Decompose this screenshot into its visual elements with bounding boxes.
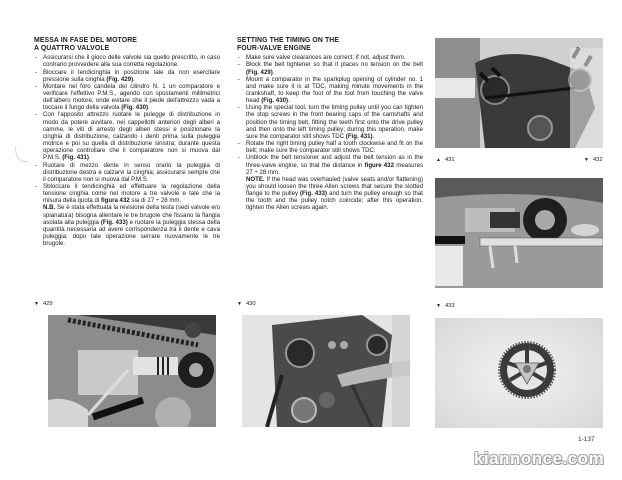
english-step-6: - Unblock the belt tensioner and adjust the belt tension as in the three-valve engine, so that the distance in figure 432 measures 27 ÷ 28 mm. NOTE. If the head was overhauled (valve seats and/or flattening) you should loosen the three Allen screws that secure the slotted flange to the pulley (Fig. 433) and turn the pulley enough so that the tooth and the pulley notch coincide; after this operation, tighten the Allen screws again. bbox=[237, 154, 423, 211]
figure-432-photo bbox=[435, 178, 603, 288]
italian-step-1: - Assicurarsi che il gioco delle valvole sia quello prescritto, in caso contrario provvedere alla sua corretta regolazione. bbox=[34, 54, 220, 68]
italian-column bbox=[34, 37, 220, 247]
italian-heading bbox=[34, 37, 220, 52]
figure-ref: (Fig. 429) bbox=[246, 68, 273, 76]
figure-ref: figure 432 bbox=[364, 161, 394, 169]
figure-432-caption: ▼ 432 bbox=[584, 157, 603, 164]
page-number: 1-137 bbox=[578, 436, 595, 443]
italian-step-6: - Sbloccare il tendicinghia ed effettuare la regolazione della tensione cinghia come nel motore a tre valvole e tale che la misura della quota di figura 432 sia di 27 ÷ 28 mm. N.B. Se è stata effettuata la revisione della testa (sedi valvole e/o spianatura) bisogna allentare le tre brugole che fissano la flangia asolata alla puleggia (Fig. 433) e ruotare la puleggia stessa della quantità necessaria ad avere corrispondenza tra il dente e cava puleggia; dopo tale operazione serrare nuovamente le tre brugole. bbox=[34, 183, 220, 247]
english-step-4: - Using the special tool, turn the timing pulley until you can tighten the stop screws in the front bearing caps of the camshafts and position the timing belt, fitting the teeth first onto the drive pulley and then onto the left timing pulley; during this operation, make sure the comparator still shows TDC (Fig. 431). bbox=[237, 104, 423, 140]
figure-430-caption: ▼ 430 bbox=[237, 301, 256, 308]
english-step-5: - Rotate the right timing pulley half a tooth clockwise and fit on the belt; make sure the comparator still shows TDC. bbox=[237, 140, 423, 154]
english-step-3: - Mount a comparator in the sparkplug opening of cylinder no. 1 and make sure it is at TDC, making minute movements in the crankshaft, to keep the foot of the tool from touching the valve head (Fig. 430). bbox=[237, 76, 423, 105]
english-title-line2: FOUR-VALVE ENGINE bbox=[237, 44, 311, 52]
italian-step-5: - Ruotare di mezzo dente in senso orario la puleggia di distribuzione destra e calzarvi la cinghia; assicurarsi sempre che il comparatore non si muova dal P.M.S. bbox=[34, 162, 220, 183]
watermark-text: kiannonce.com bbox=[474, 449, 605, 468]
figure-429-photo bbox=[48, 315, 216, 427]
figure-431-photo bbox=[435, 38, 603, 148]
italian-steps bbox=[34, 54, 220, 247]
figure-431-caption: ▲ 431 bbox=[436, 157, 455, 164]
page-binding-mark bbox=[15, 145, 29, 164]
english-steps bbox=[237, 54, 423, 211]
italian-step-3: - Montare nel foro candela del cilindro N. 1 un comparatore e verificare l'effettivo P.M.S., agendo con spostamenti millimetrici dell'albero motore, onde evitare che il piede dell'attrezzo vada a toccare il fungo della valvola (Fig. 430). bbox=[34, 83, 220, 112]
english-column bbox=[237, 37, 423, 212]
figure-ref: (Fig. 430) bbox=[261, 97, 288, 105]
figure-433-caption: ▼ 433 bbox=[436, 303, 455, 310]
figure-ref: (Fig. 433) bbox=[100, 218, 128, 226]
figure-ref: (Fig. 429) bbox=[106, 75, 134, 83]
figure-ref: (Fig. 431) bbox=[345, 132, 373, 140]
note-label: N.B. bbox=[43, 204, 56, 212]
italian-title-line1: MESSA IN FASE DEL MOTORE bbox=[34, 37, 137, 44]
note-label: NOTE. bbox=[246, 175, 265, 183]
figure-ref: (Fig. 431) bbox=[62, 154, 89, 162]
figure-433-photo bbox=[435, 318, 603, 428]
italian-step-2: - Bloccare il tendicinghia in posizione tale da non esercitare pressione sulla cinghia (Fig. 429). bbox=[34, 69, 220, 83]
figure-ref: (Fig. 430) bbox=[121, 104, 148, 112]
figure-429-caption: ▼ 429 bbox=[34, 301, 53, 308]
english-title-line1: SETTING THE TIMING ON THE bbox=[237, 37, 340, 44]
english-step-1: - Make sure valve clearances are correct; if not, adjust them. bbox=[237, 54, 423, 61]
italian-step-4: - Con l'apposito attrezzo ruotare le pulegge di distribuzione in modo da potere avvitare, nei cappellotti anteriori degli alberi a camme, le viti di arresto degli alberi stessi e posizionare la cinghia di distribuzione, calzando i denti prima sulla puleggia motrice e poi su quella di distribuzione sinistra; durante questa operazione controllare che il comparatore non si muova dal P.M.S. (Fig. 431). bbox=[34, 111, 220, 161]
figure-ref: figura 432 bbox=[100, 197, 130, 205]
italian-title-line2: A QUATTRO VALVOLE bbox=[34, 44, 110, 52]
figure-ref: (Fig. 433) bbox=[300, 190, 328, 198]
english-step-2: - Block the belt tightener so that it places no tension on the belt (Fig. 429). bbox=[237, 61, 423, 75]
english-heading bbox=[237, 37, 423, 52]
figure-430-photo bbox=[242, 315, 410, 427]
